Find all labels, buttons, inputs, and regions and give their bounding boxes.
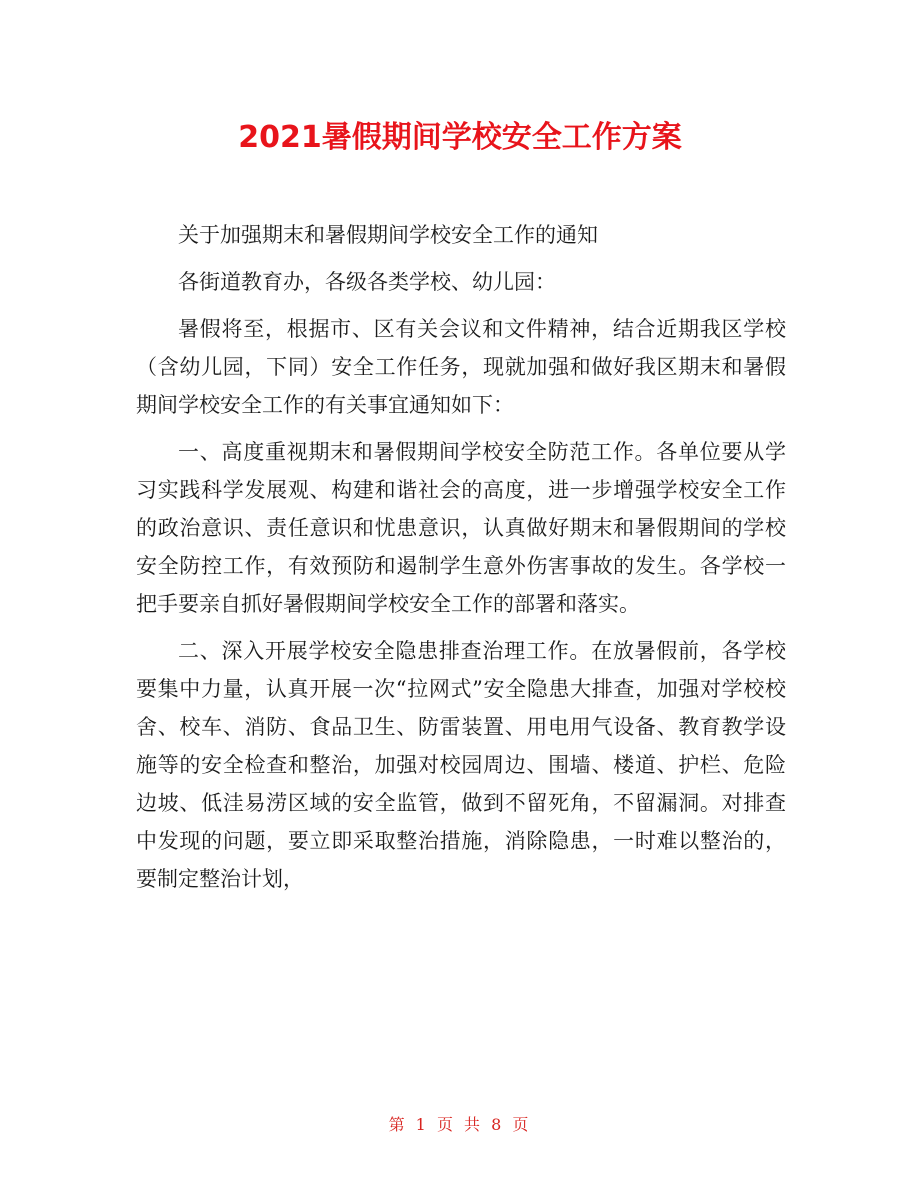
section-one-paragraph: 一、高度重视期末和暑假期间学校安全防范工作。各单位要从学习实践科学发展观、构建和谐社会的高度，进一步增强学校安全工作的政治意识、责任意识和忧患意识，认真做好期末和暑假期间的学校安全防控工作，有效预防和遏制学生意外伤害事故的发生。各学校一把手要亲自抓好暑假期间学校安全工作的部署和落实。 [136,440,786,616]
notice-heading: 关于加强期末和暑假期间学校安全工作的通知 [178,223,598,247]
document-title: 2021暑假期间学校安全工作方案 [238,120,682,155]
intro-paragraph: 暑假将至，根据市、区有关会议和文件精神，结合近期我区学校（含幼儿园，下同）安全工作任务，现就加强和做好我区期末和暑假期间学校安全工作的有关事宜通知如下： [136,317,786,417]
document-body [136,216,786,898]
page-footer: 第 1 页 共 8 页 [388,1115,532,1134]
section-two-paragraph: 二、深入开展学校安全隐患排查治理工作。在放暑假前，各学校要集中力量，认真开展一次“拉网式”安全隐患大排查，加强对学校校舍、校车、消防、食品卫生、防雷装置、用电用气设备、教育教学设施等的安全检查和整治，加强对校园周边、围墙、楼道、护栏、危险边坡、低洼易涝区域的安全监管，做到不留死角，不留漏洞。对排查中发现的问题，要立即采取整治措施，消除隐患，一时难以整治的，要制定整治计划， [136,639,786,891]
addressee-line: 各街道教育办，各级各类学校、幼儿园： [178,270,556,294]
